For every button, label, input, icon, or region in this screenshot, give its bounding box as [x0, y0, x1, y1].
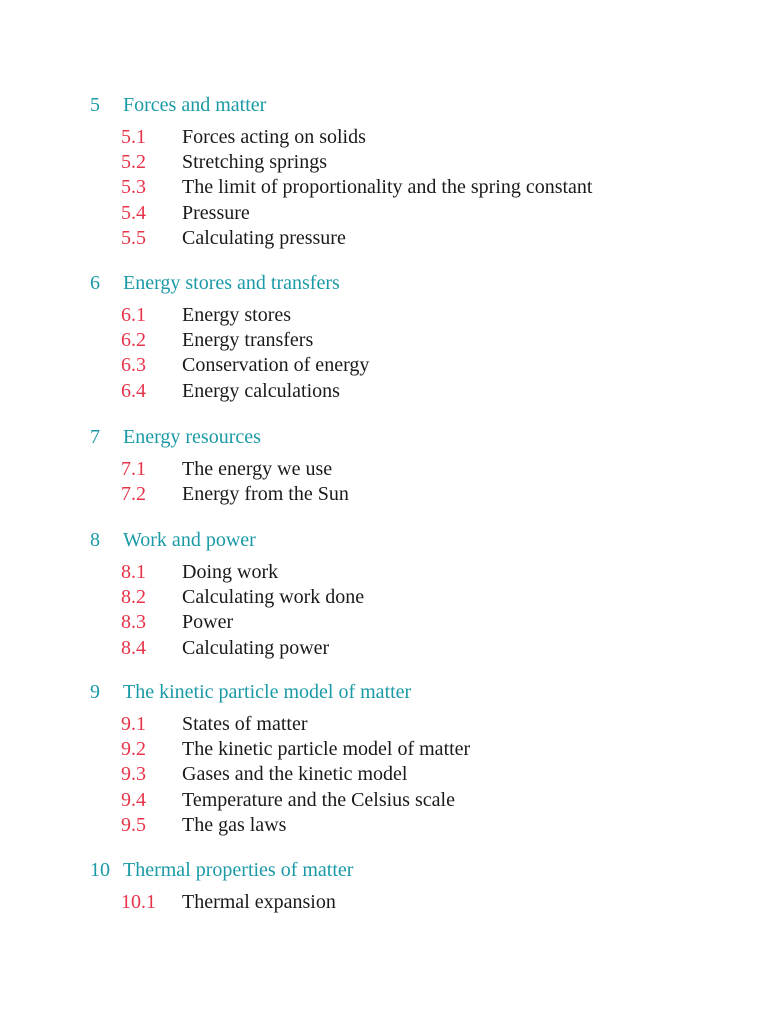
- chapter-heading: [0, 93, 768, 117]
- section-entry: [0, 890, 768, 914]
- section-entry: [0, 788, 768, 812]
- section-entry: [0, 636, 768, 660]
- section-number: 5.4: [121, 201, 146, 224]
- section-number: 8.4: [121, 636, 146, 659]
- section-number: 10.1: [121, 891, 156, 913]
- section-entry: [0, 328, 768, 352]
- section-number: 6.4: [121, 379, 146, 402]
- section-number: 6.2: [121, 329, 146, 352]
- section-number: 6.3: [121, 354, 146, 377]
- section-title: Energy transfers: [182, 329, 314, 352]
- chapter-number: 10: [90, 859, 110, 881]
- section-entry: [0, 125, 768, 149]
- section-entry: [0, 303, 768, 327]
- section-entry: [0, 353, 768, 377]
- chapter-number: 7: [90, 426, 100, 448]
- section-title: Temperature and the Celsius scale: [182, 788, 455, 811]
- section-number: 5.3: [121, 176, 146, 199]
- section-entry: [0, 737, 768, 761]
- chapter-heading: [0, 271, 768, 295]
- section-number: 5.2: [121, 151, 146, 174]
- section-entry: [0, 226, 768, 250]
- section-entry: [0, 585, 768, 609]
- chapter-title: Forces and matter: [123, 94, 267, 116]
- section-title: Stretching springs: [182, 151, 327, 174]
- section-number: 7.1: [121, 458, 146, 480]
- section-entry: [0, 150, 768, 174]
- section-entry: [0, 762, 768, 786]
- section-title: The gas laws: [182, 813, 287, 836]
- chapter-heading: [0, 528, 768, 552]
- section-entry: [0, 813, 768, 837]
- section-number: 9.5: [121, 813, 146, 836]
- section-title: The limit of proportionality and the spring constant: [182, 176, 593, 199]
- section-title: States of matter: [182, 713, 308, 735]
- chapter-title: Energy resources: [123, 426, 261, 448]
- section-number: 9.3: [121, 763, 146, 786]
- chapter-heading: [0, 858, 768, 882]
- section-title: Calculating power: [182, 636, 330, 659]
- section-title: The kinetic particle model of matter: [182, 738, 471, 761]
- chapter-heading: [0, 425, 768, 449]
- section-title: Conservation of energy: [182, 354, 370, 377]
- section-number: 5.1: [121, 126, 146, 148]
- section-number: 8.1: [121, 561, 146, 583]
- section-title: Energy stores: [182, 304, 292, 326]
- section-title: Energy calculations: [182, 379, 340, 402]
- section-number: 9.4: [121, 788, 146, 811]
- section-number: 5.5: [121, 226, 146, 249]
- section-entry: [0, 457, 768, 481]
- section-title: Energy from the Sun: [182, 483, 349, 506]
- section-title: Doing work: [182, 561, 279, 583]
- chapter-number: 5: [90, 94, 100, 116]
- chapter-number: 9: [90, 681, 100, 703]
- section-entry: [0, 482, 768, 506]
- section-number: 8.3: [121, 611, 146, 634]
- section-title: Calculating work done: [182, 586, 365, 609]
- section-title: Power: [182, 611, 234, 634]
- section-number: 9.2: [121, 738, 146, 761]
- chapter-title: Thermal properties of matter: [123, 859, 354, 881]
- section-number: 9.1: [121, 713, 146, 735]
- chapter-number: 6: [90, 272, 100, 294]
- section-title: Thermal expansion: [182, 891, 336, 913]
- section-entry: [0, 560, 768, 584]
- section-entry: [0, 201, 768, 225]
- section-entry: [0, 610, 768, 634]
- section-entry: [0, 379, 768, 403]
- section-title: Gases and the kinetic model: [182, 763, 408, 786]
- chapter-title: Energy stores and transfers: [123, 272, 340, 294]
- section-number: 7.2: [121, 483, 146, 506]
- section-title: Calculating pressure: [182, 226, 346, 249]
- section-title: Pressure: [182, 201, 250, 224]
- chapter-title: The kinetic particle model of matter: [123, 681, 412, 703]
- section-entry: [0, 175, 768, 199]
- section-title: The energy we use: [182, 458, 333, 480]
- section-entry: [0, 712, 768, 736]
- section-title: Forces acting on solids: [182, 126, 366, 148]
- section-number: 8.2: [121, 586, 146, 609]
- section-number: 6.1: [121, 304, 146, 326]
- chapter-heading: [0, 680, 768, 704]
- chapter-number: 8: [90, 529, 100, 551]
- chapter-title: Work and power: [123, 529, 256, 551]
